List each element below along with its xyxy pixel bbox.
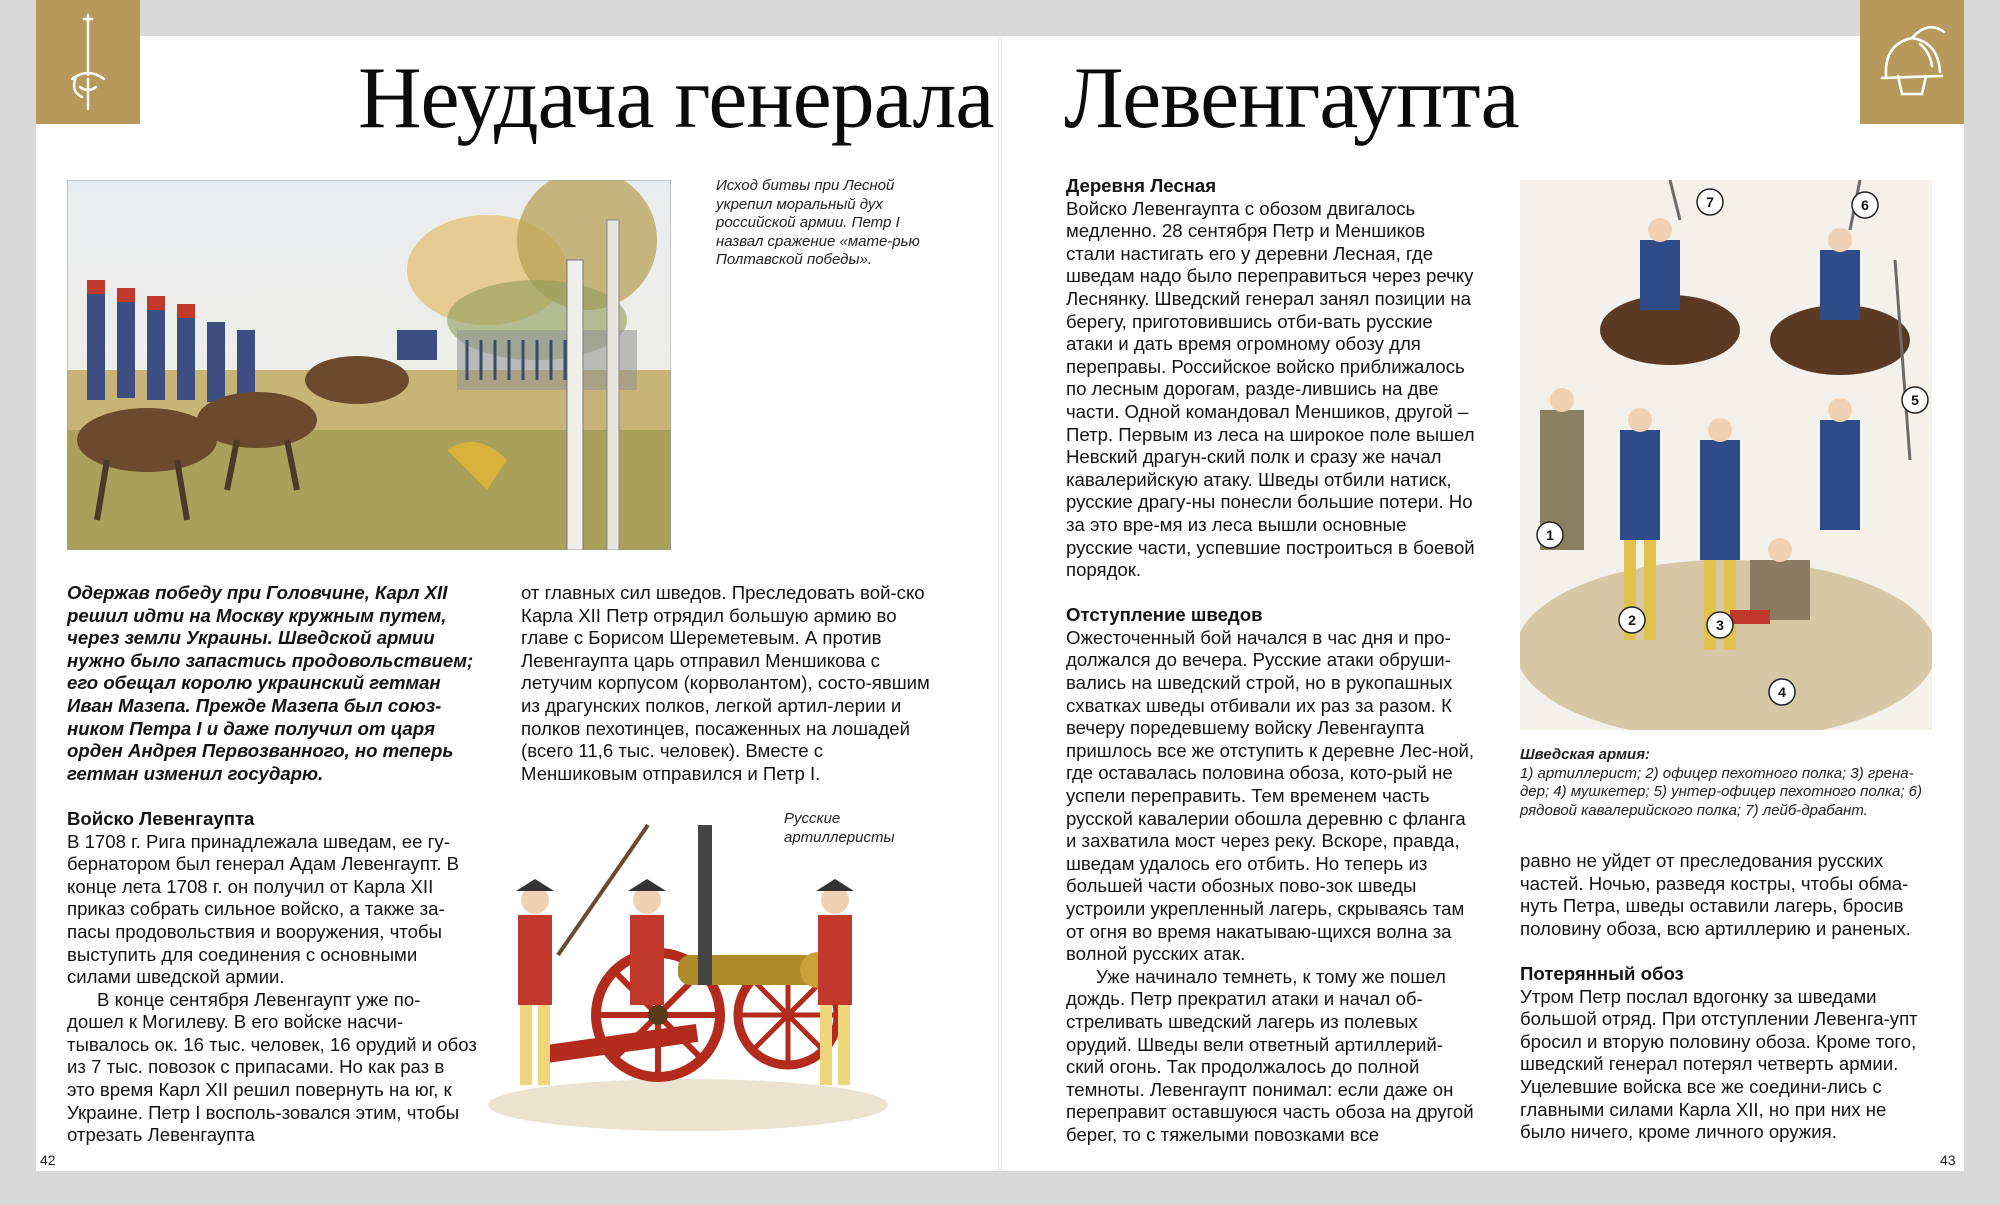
figure-number: 7 bbox=[1706, 194, 1714, 210]
swedish-army-caption bbox=[1520, 746, 1940, 820]
figure-number: 3 bbox=[1716, 617, 1724, 633]
paragraph: В конце сентября Левенгаупт уже по-дошел к Могилеву. В его войске насчи-тывалось ок. 16 тыс. человек, 16 орудий и обоз из 7 тыс. повозок с припасами. Но как раз в это время Карл XII решил повернуть на юг, к Украине. Петр I восполь-зовался этим, чтобы отрезать Левенгаупта bbox=[67, 988, 477, 1146]
battle-caption: Исход битвы при Лесной укрепил моральный дух российской армии. Петр I назвал сражение «мате-рью Полтавской победы». bbox=[716, 177, 920, 268]
page-number-right: 43 bbox=[1940, 1152, 1956, 1168]
helmet-icon bbox=[1860, 0, 1964, 124]
section-heading-retreat: Отступление шведов bbox=[1066, 604, 1263, 626]
figure-number: 5 bbox=[1911, 392, 1919, 408]
figure-number: 6 bbox=[1861, 197, 1869, 213]
page-number-left: 42 bbox=[40, 1152, 56, 1168]
lead-paragraph: Одержав победу при Головчине, Карл XII решил идти на Москву кружным путем, через земли Украины. Шведской армии нужно было запастись продовольствием; его обещал королю украинский гетман Иван Мазепа. Прежде Мазепа был союз-ником Петра I и даже получил от царя орден Андрея Первозванного, но теперь гетман изменил государю. bbox=[67, 582, 474, 784]
paragraph: равно не уйдет от преследования русских частей. Ночью, разведя костры, чтобы обма-нуть Петра, шведы оставили лагерь, бросив половину обоза, всю артиллерию и раненых. bbox=[1520, 850, 1911, 939]
figure-number: 1 bbox=[1546, 527, 1554, 543]
page-title-left: Неудача генерала bbox=[358, 50, 994, 147]
figure-number: 4 bbox=[1778, 684, 1786, 700]
artillery-illustration bbox=[478, 805, 898, 1135]
left-column bbox=[67, 582, 477, 1147]
swedish-army-illustration bbox=[1520, 180, 1932, 730]
swedish-army-caption-list: 1) артиллерист; 2) офицер пехотного полка; 3) грена-дер; 4) мушкетер; 5) унтер-офицер пехотного полка; 6) рядовой кавалерийского полка; 7) лейб-драбант. bbox=[1520, 764, 1922, 819]
section-heading-levenhaupt-army: Войско Левенгаупта bbox=[67, 807, 255, 829]
right-page-right-column bbox=[1520, 850, 1932, 1144]
right-page-left-column bbox=[1066, 175, 1476, 1147]
battle-illustration bbox=[67, 180, 671, 550]
artillery-caption: Русские артиллеристы bbox=[784, 810, 895, 846]
paragraph: Ожесточенный бой начался в час дня и про-должался до вечера. Русские атаки обруши-вались на шведский строй, но в рукопашных схватках шведы отбивали их раз за разом. К вечеру поредевшему войску Левенгаупта пришлось все же отступить к деревне Лес-ной, где оставалась половина обоза, кото-рый не успели переправить. Тем временем часть русской кавалерии обошла деревню с фланга и захватила мост через реку. Вскоре, правда, шведам удалось его отбить. Но теперь из большей части обозных пово-зок шведы устроили укрепленный лагерь, скрываясь там от огня во время накатываю-щихся волна за волной русских атак. bbox=[1066, 626, 1475, 965]
paragraph: Войско Левенгаупта с обозом двигалось медленно. 28 сентября Петр и Меншиков стали настигать его у деревни Лесная, где шведам надо было переправиться через речку Леснянку. Шведский генерал занял позиции на берегу, приготовившись отби-вать русские атаки и дать время огромному обозу для переправы. Российское войско приближалось по лесным дорогам, разде-лившись на две части. Одной командовал Меншиков, другой – Петр. Первым из леса на широкое поле вышел Невский драгун-ский полк и сразу же начал кавалерийскую атаку. Шведы отбили натиск, русские драгу-ны понесли большие потери. Но за это вре-мя из леса вышли основные русские части, успевшие построиться в боевой порядок. bbox=[1066, 197, 1475, 581]
book-gutter bbox=[998, 36, 1002, 1171]
middle-column bbox=[521, 582, 931, 785]
paragraph: Утром Петр послал вдогонку за шведами большой отряд. При отступлении Левенга-упт бросил и вторую половину обоза. Кроме того, шведский генерал потерял четверть армии. Уцелевшие войска все же соедини-лись с главными силами Карла XII, но при них не было ничего, кроме личного оружия. bbox=[1520, 985, 1918, 1143]
section-heading-lesnaya: Деревня Лесная bbox=[1066, 175, 1217, 196]
sword-icon bbox=[36, 0, 140, 124]
paragraph: В 1708 г. Рига принадлежала шведам, ее гу-бернатором был генерал Адам Левенгаупт. В конце лета 1708 г. он получил от Карла XII приказ собрать сильное войско, а также за-пасы продовольствия и вооружения, чтобы выступить для соединения с основными силами шведской армии. bbox=[67, 830, 460, 988]
paragraph: от главных сил шведов. Преследовать вой-ско Карла XII Петр отрядил большую армию во главе с Борисом Шереметевым. А против Левенгаупта царь отправил Меншикова с летучим корпусом (корволантом), состо-явшим из драгунских полков, легкой артил-лерии и полков пехотинцев, посаженных на лошадей (всего 11,6 тыс. человек). Вместе с Меншиковым отправился и Петр I. bbox=[521, 582, 930, 784]
figure-number: 2 bbox=[1628, 612, 1636, 628]
paragraph: Уже начинало темнеть, к тому же пошел дождь. Петр прекратил атаки и начал об-стреливать шведский лагерь из полевых орудий. Шведы вели ответный артиллерий-ский огонь. Так продолжалось до полной темноты. Левенгаупт понимал: если даже он переправит оставшуюся часть обоза на другой берег, то с тяжелыми повозками все bbox=[1066, 965, 1474, 1145]
page-title-right: Левенгаупта bbox=[1064, 50, 1519, 147]
swedish-army-caption-title: Шведская армия: bbox=[1520, 746, 1651, 763]
section-heading-lost-convoy: Потерянный обоз bbox=[1520, 962, 1684, 984]
